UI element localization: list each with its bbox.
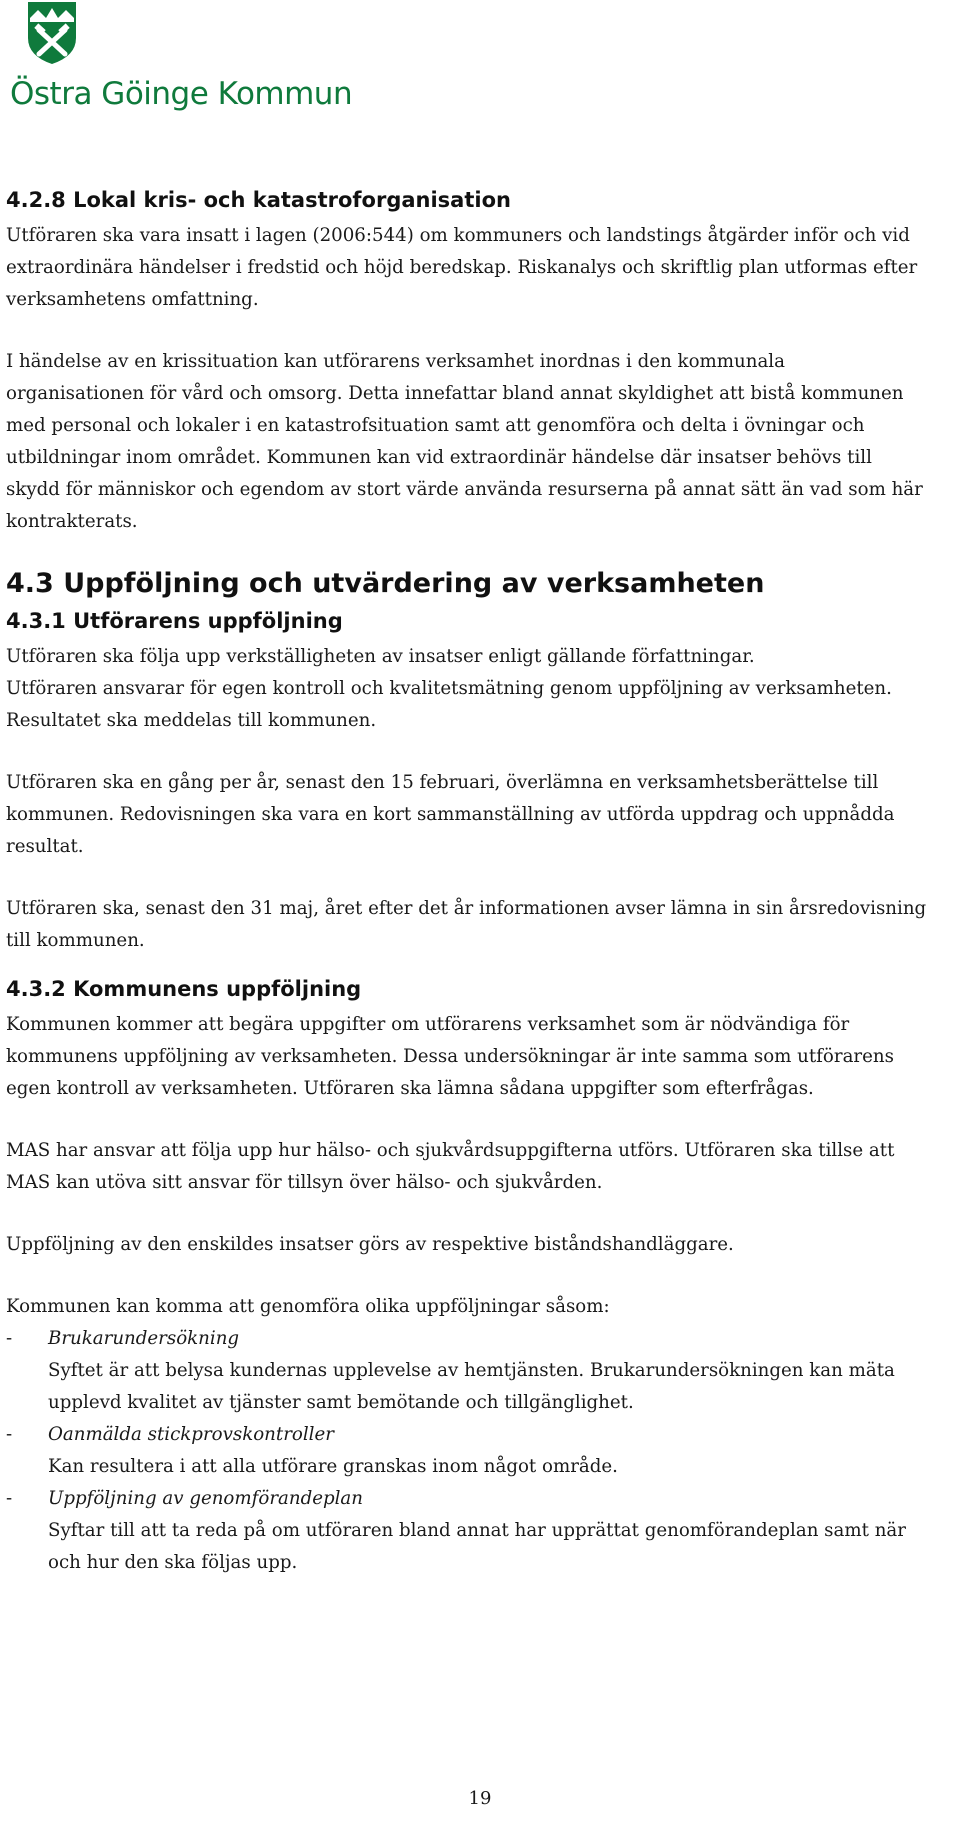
- list-item-title: Brukarundersökning: [48, 1328, 240, 1349]
- section-heading: 4.3.1 Utförarens uppföljning: [6, 609, 343, 633]
- list-item: [6, 1323, 956, 1419]
- page-number: 19: [468, 1788, 492, 1809]
- paragraph: Kommunen kommer att begära uppgifter om utförarens verksamhet som är nödvändiga för kommunens uppföljning av verksamheten. Dessa undersökningar är inte samma som utförarens egen kontroll av verksamheten. Utföraren ska lämna sådana uppgifter som efterfrågas.: [6, 1014, 894, 1099]
- list-dash: -: [6, 1424, 13, 1445]
- organization-name: Östra Göinge Kommun: [10, 76, 353, 112]
- paragraph: Utföraren ska, senast den 31 maj, året efter det år informationen avser lämna in sin årsredovisning till kommunen.: [6, 898, 927, 951]
- list-dash: -: [6, 1488, 13, 1509]
- list-item-title: Uppföljning av genomförandeplan: [48, 1488, 363, 1509]
- paragraph: Kommunen kan komma att genomföra olika uppföljningar såsom:: [6, 1296, 610, 1317]
- list-dash: -: [6, 1328, 13, 1349]
- list-item-title: Oanmälda stickprovskontroller: [48, 1424, 334, 1445]
- paragraph: Uppföljning av den enskildes insatser görs av respektive biståndshandläggare.: [6, 1234, 734, 1255]
- paragraph: I händelse av en krissituation kan utförarens verksamhet inordnas i den kommunala organisationen för vård och omsorg. Detta innefattar bland annat skyldighet att bistå kommunen med personal och lokaler i en katastrofsituation samt att genomföra och delta i övningar och utbildningar inom området. Kommunen kan vid extraordinär händelse där insatser behövs till skydd för människor och egendom av stort värde använda resurserna på annat sätt än vad som här kontrakterats.: [6, 351, 923, 532]
- chapter-heading: 4.3 Uppföljning och utvärdering av verksamheten: [6, 568, 765, 599]
- list-item: [6, 1419, 956, 1483]
- list-item-text: Syftar till att ta reda på om utföraren bland annat har upprättat genomförandeplan samt när och hur den ska följas upp.: [48, 1520, 906, 1573]
- section-heading: 4.2.8 Lokal kris- och katastroforganisation: [6, 188, 511, 212]
- document-body: [6, 188, 956, 1579]
- paragraph: MAS har ansvar att följa upp hur hälso- och sjukvårdsuppgifterna utförs. Utföraren ska tillse att MAS kan utöva sitt ansvar för tillsyn över hälso- och sjukvården.: [6, 1140, 895, 1193]
- header-logo: [6, 0, 353, 120]
- list-item-text: Kan resultera i att alla utförare granskas inom något område.: [48, 1456, 618, 1477]
- section-heading: 4.3.2 Kommunens uppföljning: [6, 977, 362, 1001]
- list-item-text: Syftet är att belysa kundernas upplevelse av hemtjänsten. Brukarundersökningen kan mäta upplevd kvalitet av tjänster samt bemötande och tillgänglighet.: [48, 1360, 895, 1413]
- paragraph: Utföraren ska följa upp verkställigheten av insatser enligt gällande författningar. Utföraren ansvarar för egen kontroll och kvalitetsmätning genom uppföljning av verksamheten. Resultatet ska meddelas till kommunen.: [6, 646, 892, 731]
- paragraph: Utföraren ska vara insatt i lagen (2006:544) om kommuners och landstings åtgärder inför och vid extraordinära händelser i fredstid och höjd beredskap. Riskanalys och skriftlig plan utformas efter verksamhetens omfattning.: [6, 225, 918, 310]
- paragraph: Utföraren ska en gång per år, senast den 15 februari, överlämna en verksamhetsberättelse till kommunen. Redovisningen ska vara en kort sammanställning av utförda uppdrag och uppnådda resultat.: [6, 772, 895, 857]
- list-item: [6, 1483, 956, 1579]
- coat-of-arms-icon: [26, 0, 78, 66]
